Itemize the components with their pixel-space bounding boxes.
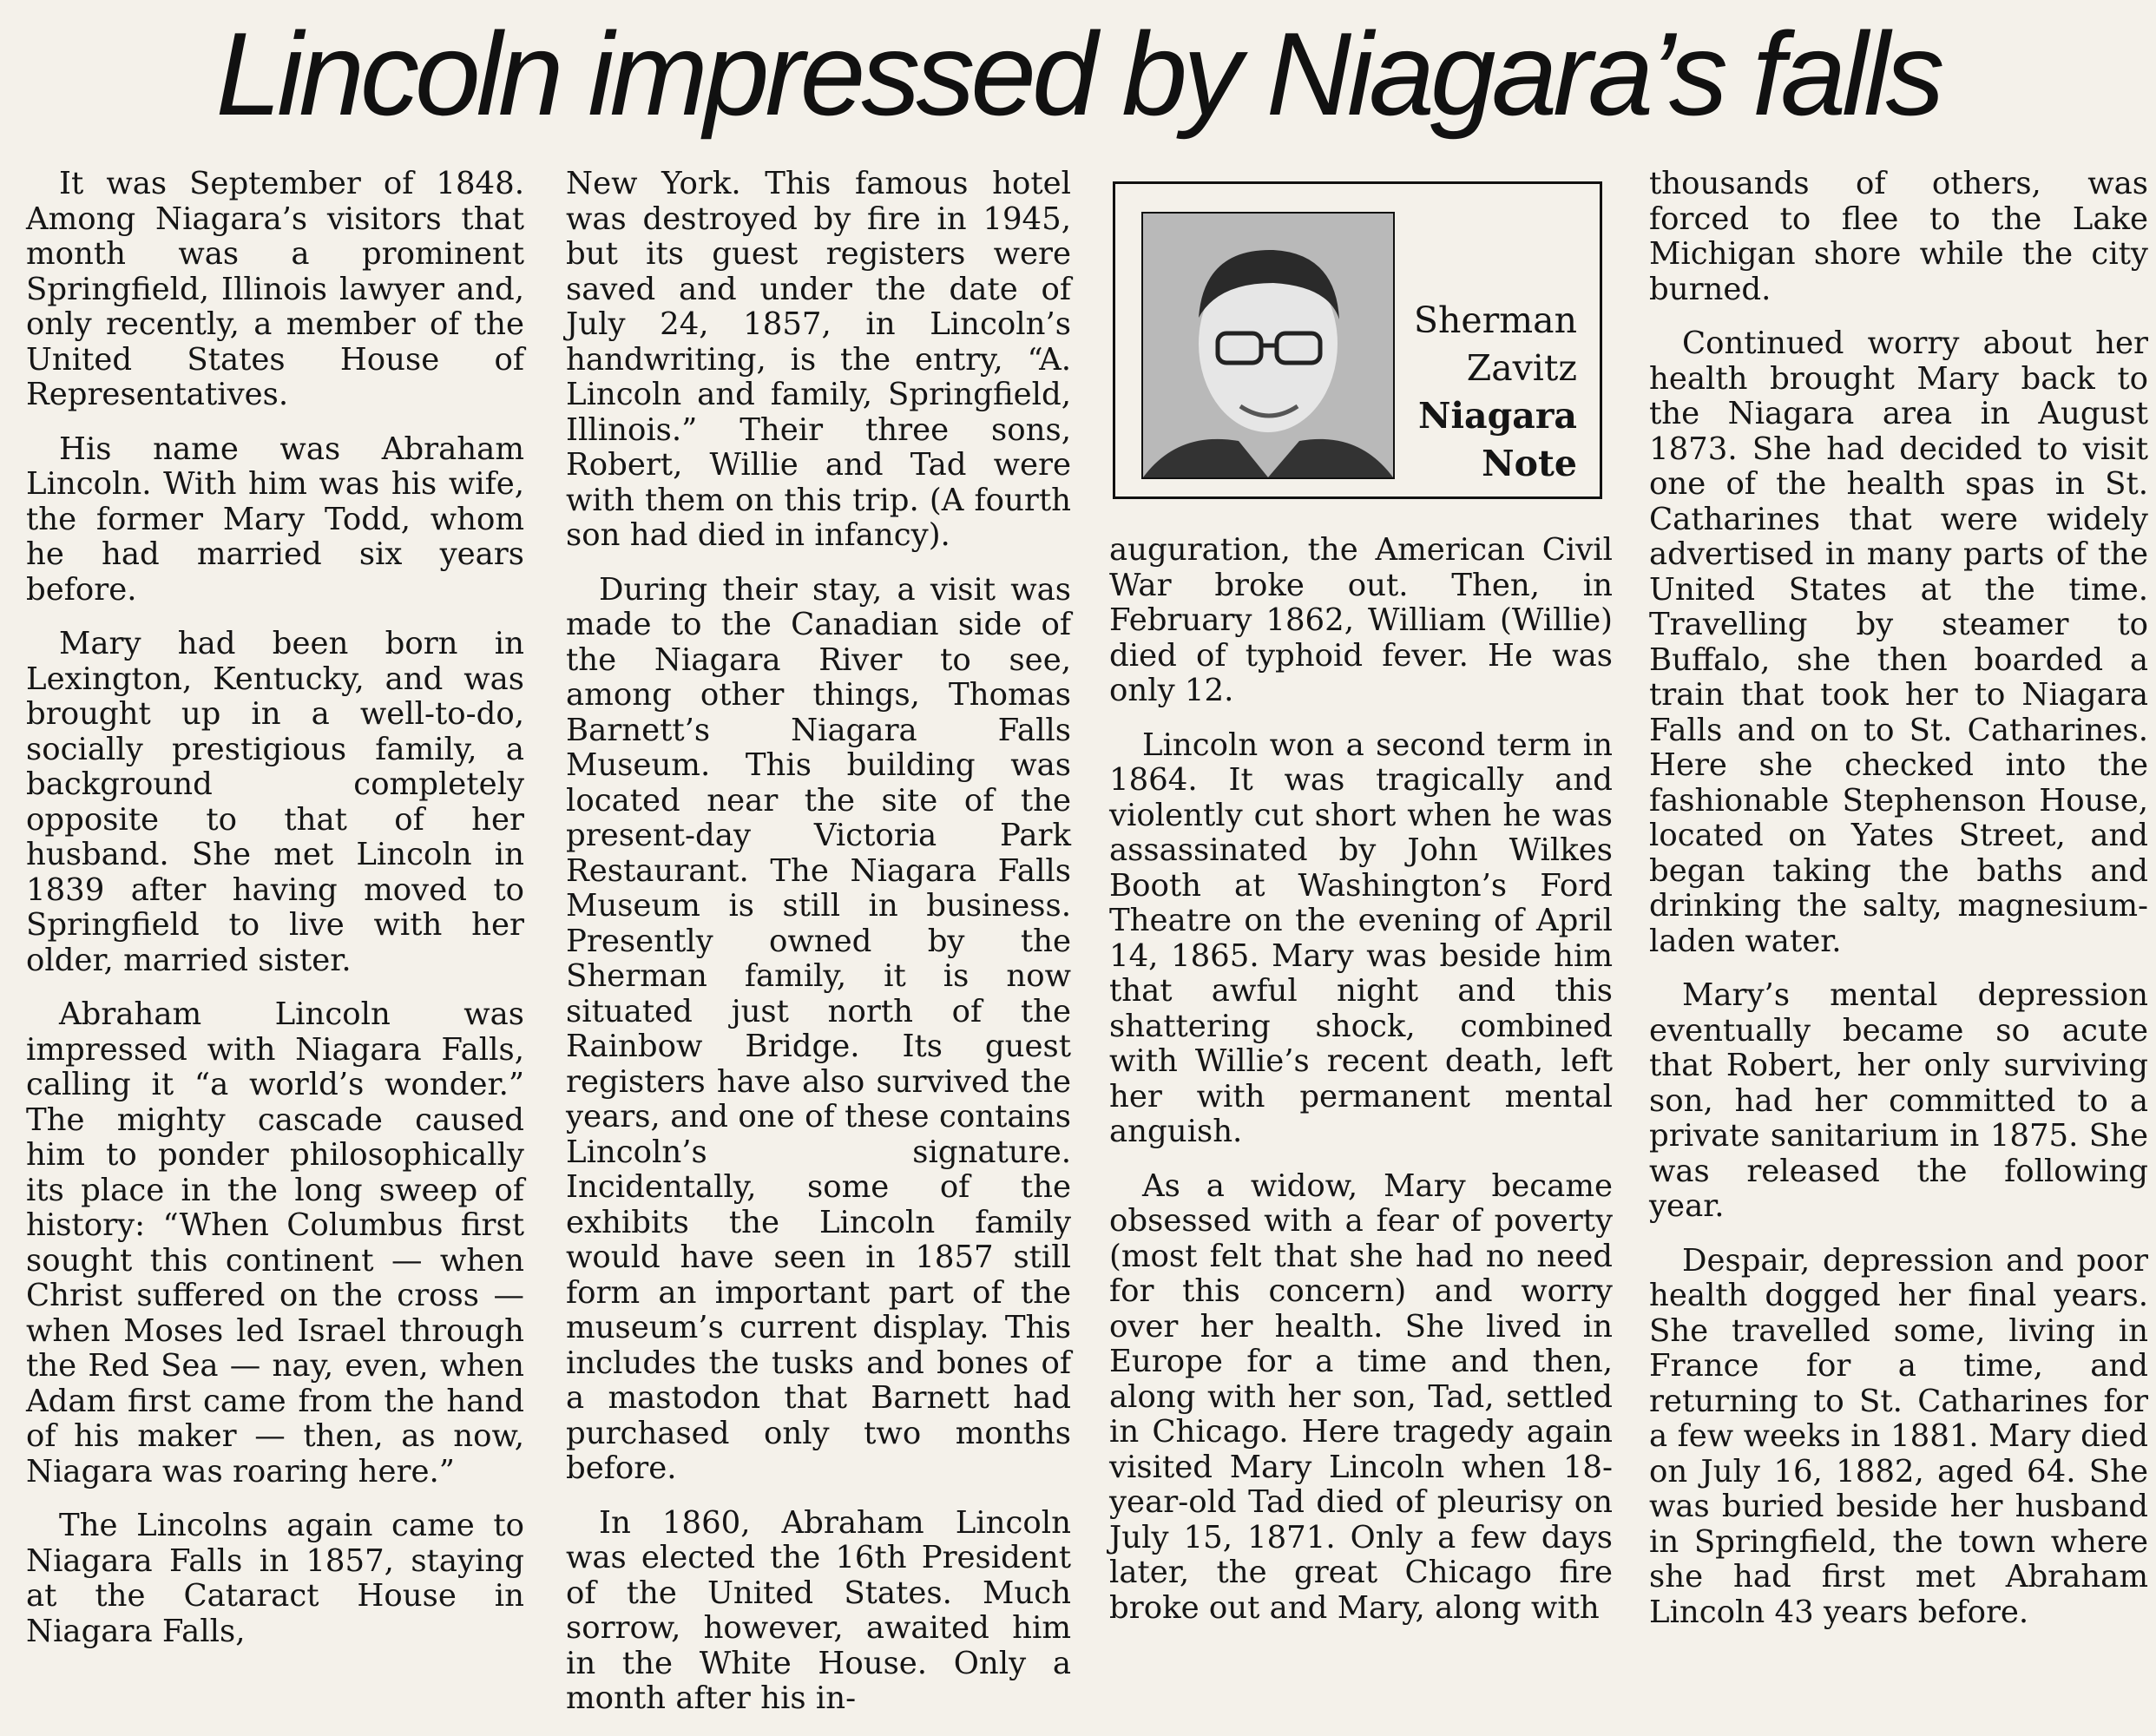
paragraph: As a widow, Mary became obsessed with a fear of poverty (most felt that she had no need for this concern) and worry over her health. She lived in Europe for a time and then, along with her son, Tad, settled in Chicago. Here tragedy again visited Mary Lincoln when 18-year-old Tad died of pleurisy on July 15, 1871. Only a few days later, the great Chicago fire broke out and Mary, along with: [1109, 1167, 1613, 1626]
paragraph: Mary had been born in Lexington, Kentucky, and was brought up in a well-to-do, socially prestigious family, a background completely opposite to that of her husband. She met Lincoln in 1839 after having moved to Springfield to live with her older, married sister.: [26, 626, 524, 978]
headline: Lincoln impressed by Niagara’s falls: [215, 8, 1941, 140]
column-3: [1109, 533, 1613, 1645]
column-name-line1: Niagara: [1417, 395, 1577, 437]
column-4: [1649, 167, 2148, 1649]
paragraph: During their stay, a visit was made to the Canadian side of the Niagara River to see, among other things, Thomas Barnett’s Niagara Falls Museum. This building was located near the site of the present-day Victoria Park Restaurant. The Niagara Falls Museum is still in business. Presently owned by the Sherman family, it is now situated just north of the Rainbow Bridge. Its guest registers have also survived the years, and one of these contains Lincoln’s signature. Incidentally, some of the exhibits the Lincoln family would have seen in 1857 still form an important part of the museum’s current display. This includes the tusks and bones of a mastodon that Barnett had purchased only two months before.: [566, 571, 1071, 1486]
portrait-image: [1143, 214, 1393, 477]
paragraph: Continued worry about her health brought Mary back to the Niagara area in August 1873. She had decided to visit one of the health spas in St. Catharines that were widely advertised in many parts of the United States at the time. Travelling by steamer to Buffalo, she then boarded a train that took her to Niagara Falls and on to St. Catharines. Here she checked into the fashionable Stephenson House, located on Yates Street, and began taking the baths and drinking the salty, magnesium-laden water.: [1649, 326, 2148, 959]
paragraph: Mary’s mental depression eventually became so acute that Robert, her only surviving son, had her committed to a private sanitarium in 1875. She was released the following year.: [1649, 977, 2148, 1224]
author-photo: [1141, 212, 1395, 479]
column-1: [26, 167, 524, 1668]
author-last-name: Zavitz: [1466, 347, 1577, 389]
paragraph: Abraham Lincoln was impressed with Niagara Falls, calling it “a world’s wonder.” The mighty cascade caused him to ponder philosophically its place in the long sweep of history: “When Columbus first sought this continent — when Christ suffered on the cross — when Moses led Israel through the Red Sea — nay, even, when Adam first came from the hand of his maker — then, as now, Niagara was roaring here.”: [26, 996, 524, 1489]
paragraph: It was September of 1848. Among Niagara’s visitors that month was a prominent Springfield, Illinois lawyer and, only recently, a member of the United States House of Representatives.: [26, 166, 524, 412]
paragraph: auguration, the American Civil War broke out. Then, in February 1862, William (Willie) died of typhoid fever. He was only 12.: [1109, 532, 1613, 708]
column-2: [566, 167, 1071, 1736]
paragraph: thousands of others, was forced to flee to the Lake Michigan shore while the city burned.: [1649, 166, 2148, 307]
author-box: [1113, 181, 1602, 499]
paragraph: In 1860, Abraham Lincoln was elected the 16th President of the United States. Much sorrow, however, awaited him in the White House. Only a month after his in-: [566, 1504, 1071, 1716]
paragraph: Lincoln won a second term in 1864. It was tragically and violently cut short when he was assassinated by John Wilkes Booth at Washington’s Ford Theatre on the evening of April 14, 1865. Mary was beside him that awful night and this shattering shock, combined with Willie’s recent death, left her with permanent mental anguish.: [1109, 727, 1613, 1149]
paragraph: New York. This famous hotel was destroyed by fire in 1945, but its guest registers were saved and under the date of July 24, 1857, in Lincoln’s handwriting, is the entry, “A. Lincoln and family, Springfield, Illinois.” Their three sons, Robert, Willie and Tad were with them on this trip. (A fourth son had died in infancy).: [566, 166, 1071, 553]
paragraph: His name was Abraham Lincoln. With him was his wife, the former Mary Todd, whom he had married six years before.: [26, 431, 524, 608]
paragraph: The Lincolns again came to Niagara Falls in 1857, staying at the Cataract House in Niagara Falls,: [26, 1508, 524, 1649]
byline: [1414, 297, 1577, 488]
column-name-line2: Note: [1482, 443, 1577, 484]
author-first-name: Sherman: [1413, 299, 1577, 341]
paragraph: Despair, depression and poor health dogged her final years. She travelled some, living in France for a time, and returning to St. Catharines for a few weeks in 1881. Mary died on July 16, 1882, aged 64. She was buried beside her husband in Springfield, the town where she had first met Abraham Lincoln 43 years before.: [1649, 1242, 2148, 1630]
